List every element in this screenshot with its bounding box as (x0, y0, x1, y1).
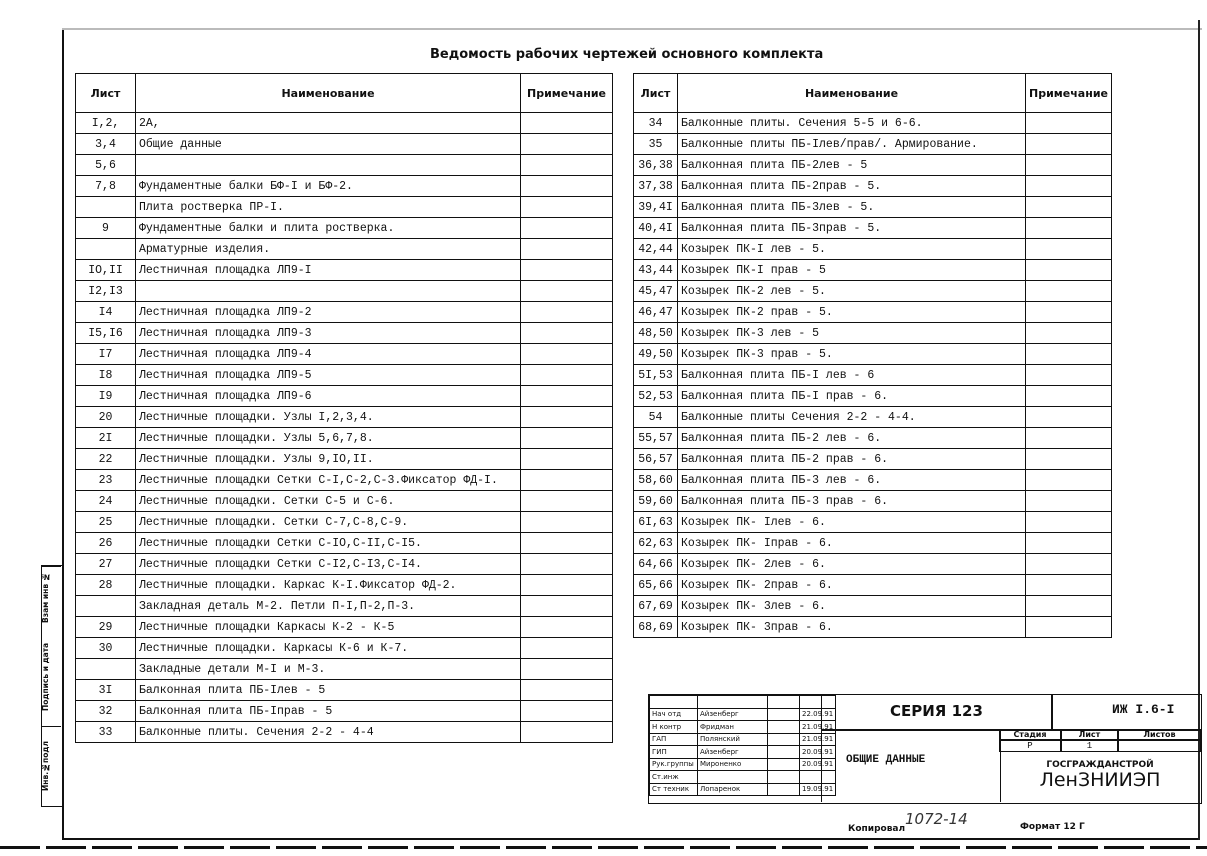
note-cell (521, 533, 613, 554)
drawing-name: Лестничная площадка ЛП9-3 (136, 323, 521, 344)
table-row (634, 533, 1112, 554)
drawing-name: Козырек ПК- Iлев - 6. (678, 512, 1026, 533)
sheet-number: 59,60 (634, 491, 678, 512)
signature-date: 20.09.91 (800, 746, 836, 759)
table-row (76, 512, 613, 533)
table-row (76, 638, 613, 659)
table-row (634, 302, 1112, 323)
side-stamp-inv: Инв.№подл (41, 741, 50, 791)
sheet-number: 26 (76, 533, 136, 554)
sheet-number: 62,63 (634, 533, 678, 554)
drawing-name: Балконная плита ПБ-2 лев - 6. (678, 428, 1026, 449)
note-cell (521, 239, 613, 260)
sheet-number: 6I,63 (634, 512, 678, 533)
drawing-name: Балконная плита ПБ-I прав - 6. (678, 386, 1026, 407)
table-row (76, 281, 613, 302)
drawing-name: Лестничная площадка ЛП9-2 (136, 302, 521, 323)
signature-role: Н контр (650, 721, 698, 734)
drawing-name: Лестничная площадка ЛП9-4 (136, 344, 521, 365)
note-cell (1026, 386, 1112, 407)
table-row (76, 680, 613, 701)
table-row (76, 701, 613, 722)
table-row (634, 323, 1112, 344)
sheet-number: I,2, (76, 113, 136, 134)
table-row (76, 722, 613, 743)
drawing-name: Фундаментные балки и плита ростверка. (136, 218, 521, 239)
signature-role: Нач отд (650, 708, 698, 721)
sheet-number: 9 (76, 218, 136, 239)
table-row (76, 575, 613, 596)
sheet-number: 54 (634, 407, 678, 428)
drawing-name: Балконные плиты. Сечения 5-5 и 6-6. (678, 113, 1026, 134)
note-cell (1026, 407, 1112, 428)
signature-date: 22.09.91 (800, 708, 836, 721)
sheets-header: Листов (1118, 729, 1201, 740)
signature-signature (768, 708, 800, 721)
sheet-number: 46,47 (634, 302, 678, 323)
signature-row (650, 721, 836, 734)
sheet-number: I7 (76, 344, 136, 365)
table-row (634, 134, 1112, 155)
sheet-number: 34 (634, 113, 678, 134)
note-cell (521, 344, 613, 365)
note-cell (1026, 176, 1112, 197)
drawing-name: Козырек ПК- 3прав - 6. (678, 617, 1026, 638)
drawing-name: Козырек ПК-3 прав - 5. (678, 344, 1026, 365)
drawing-name: Лестничная площадка ЛП9-I (136, 260, 521, 281)
table-row (634, 491, 1112, 512)
header-sheet: Лист (76, 74, 136, 113)
copied-label: Копировал (848, 824, 906, 834)
drawing-name: Лестничные площадки. Узлы I,2,3,4. (136, 407, 521, 428)
signature-row (650, 708, 836, 721)
note-cell (1026, 197, 1112, 218)
table-row (634, 449, 1112, 470)
note-cell (1026, 596, 1112, 617)
drawing-name: Лестничные площадки Сетки С-I,С-2,С-3.Фиксатор ФД-I. (136, 470, 521, 491)
sheet-number: 52,53 (634, 386, 678, 407)
table-row (634, 386, 1112, 407)
stage-cell (999, 729, 1201, 802)
drawing-name: Балконная плита ПБ-2прав - 5. (678, 176, 1026, 197)
note-cell (1026, 491, 1112, 512)
side-stamp (41, 565, 63, 807)
table-row (634, 260, 1112, 281)
header-name: Наименование (136, 74, 521, 113)
drawing-name: Козырек ПК-3 лев - 5 (678, 323, 1026, 344)
table-row (634, 239, 1112, 260)
organization-ministry: ГОСГРАЖДАНСТРОЙ (1046, 760, 1154, 770)
document-title: Ведомость рабочих чертежей основного комплекта (430, 47, 824, 62)
note-cell (521, 281, 613, 302)
drawing-name: Козырек ПК- 3лев - 6. (678, 596, 1026, 617)
sheet-number: 35 (634, 134, 678, 155)
note-cell (521, 302, 613, 323)
side-stamp-sign-date: Подпись и дата (41, 628, 61, 727)
drawing-name: Арматурные изделия. (136, 239, 521, 260)
table-row (76, 134, 613, 155)
table-row (76, 113, 613, 134)
signature-name: Мироненко (698, 758, 768, 771)
sheet-number: 48,50 (634, 323, 678, 344)
drawing-name: Лестничные площадки. Узлы 5,6,7,8. (136, 428, 521, 449)
sheet-number: 5I,53 (634, 365, 678, 386)
sheet-number: 42,44 (634, 239, 678, 260)
drawing-name: Козырек ПК- 2прав - 6. (678, 575, 1026, 596)
sheet-title-cell (821, 729, 1001, 802)
sheet-number: 37,38 (634, 176, 678, 197)
table-row (76, 344, 613, 365)
table-row (634, 197, 1112, 218)
drawing-name (136, 155, 521, 176)
drawing-name: Лестничная площадка ЛП9-6 (136, 386, 521, 407)
organization-institute: ЛенЗНИИЭП (1039, 769, 1161, 791)
sheet-number: 67,69 (634, 596, 678, 617)
sheet-number: 40,4I (634, 218, 678, 239)
signature-row (650, 746, 836, 759)
sheet-number: 65,66 (634, 575, 678, 596)
note-cell (521, 617, 613, 638)
signature-name: Айзенберг (698, 708, 768, 721)
note-cell (1026, 134, 1112, 155)
note-cell (521, 134, 613, 155)
table-row (76, 407, 613, 428)
note-cell (521, 218, 613, 239)
table-row (634, 596, 1112, 617)
table-row (76, 386, 613, 407)
drawing-name: Фундаментные балки БФ-I и БФ-2. (136, 176, 521, 197)
note-cell (521, 449, 613, 470)
sheets-value (1118, 740, 1201, 752)
header-note: Примечание (521, 74, 613, 113)
signature-signature (768, 746, 800, 759)
sheet-number (76, 239, 136, 260)
side-stamp-replace: Взам инв № (41, 566, 61, 629)
sheet-number: I2,I3 (76, 281, 136, 302)
table-row (76, 176, 613, 197)
drawing-name: Лестничные площадки Каркасы К-2 - К-5 (136, 617, 521, 638)
series-label: СЕРИЯ 123 (890, 701, 983, 720)
sheet-number (76, 659, 136, 680)
bottom-edge (0, 846, 1207, 849)
table-row (76, 155, 613, 176)
note-cell (1026, 344, 1112, 365)
drawing-name: Лестничные площадки Сетки С-IO,С-II,С-I5. (136, 533, 521, 554)
sheet-number: 56,57 (634, 449, 678, 470)
table-row (634, 617, 1112, 638)
table-row (634, 218, 1112, 239)
table-row (634, 512, 1112, 533)
signature-signature (768, 721, 800, 734)
note-cell (521, 323, 613, 344)
signature-signature (768, 783, 800, 796)
drawing-name: Лестничные площадки. Сетки С-5 и С-6. (136, 491, 521, 512)
note-cell (521, 260, 613, 281)
table-row (76, 533, 613, 554)
note-cell (521, 491, 613, 512)
sheet-number: 30 (76, 638, 136, 659)
series-cell (821, 694, 1053, 731)
table-row (634, 176, 1112, 197)
sheet-number: I5,I6 (76, 323, 136, 344)
sheet-number: 2I (76, 428, 136, 449)
drawing-name: Балконные плиты Сечения 2-2 - 4-4. (678, 407, 1026, 428)
signature-row (650, 771, 836, 784)
signature-role: Ст техник (650, 783, 698, 796)
note-cell (1026, 554, 1112, 575)
sheet-header: Лист (1061, 729, 1118, 740)
sheet-number: 3I (76, 680, 136, 701)
signature-name (698, 696, 768, 709)
drawing-name: Балконная плита ПБ-Iлев - 5 (136, 680, 521, 701)
sheet-number: 22 (76, 449, 136, 470)
drawing-name: Балконная плита ПБ-3 лев - 6. (678, 470, 1026, 491)
document-code: ИЖ I.6-I (1112, 701, 1175, 717)
table-row (634, 155, 1112, 176)
note-cell (521, 575, 613, 596)
signature-signature (768, 758, 800, 771)
table-row (76, 302, 613, 323)
note-cell (1026, 218, 1112, 239)
sheet-number: 55,57 (634, 428, 678, 449)
table-row (76, 491, 613, 512)
sheet-number (76, 596, 136, 617)
note-cell (521, 197, 613, 218)
note-cell (521, 680, 613, 701)
table-row (76, 365, 613, 386)
sheet-number: 20 (76, 407, 136, 428)
note-cell (521, 554, 613, 575)
drawing-name: Лестничные площадки. Каркасы К-6 и К-7. (136, 638, 521, 659)
table-row (76, 323, 613, 344)
note-cell (1026, 617, 1112, 638)
sheet-number: 36,38 (634, 155, 678, 176)
note-cell (1026, 302, 1112, 323)
table-row (634, 428, 1112, 449)
drawing-name: Балконная плита ПБ-Iправ - 5 (136, 701, 521, 722)
signature-name: Лопаренок (698, 783, 768, 796)
note-cell (521, 428, 613, 449)
drawing-name: Лестничные площадки. Сетки С-7,С-8,С-9. (136, 512, 521, 533)
sheet-number: 25 (76, 512, 136, 533)
drawing-name: Козырек ПК-2 лев - 5. (678, 281, 1026, 302)
table-row (634, 281, 1112, 302)
signature-row (650, 696, 836, 709)
table-row (76, 596, 613, 617)
note-cell (1026, 512, 1112, 533)
sheet-number: 68,69 (634, 617, 678, 638)
drawing-name: Лестничная площадка ЛП9-5 (136, 365, 521, 386)
signature-role: ГАП (650, 733, 698, 746)
drawing-name: Закладные детали М-I и М-3. (136, 659, 521, 680)
sheet-number: 28 (76, 575, 136, 596)
note-cell (521, 176, 613, 197)
table-row (76, 554, 613, 575)
sheet-number: 39,4I (634, 197, 678, 218)
sheet-number: 33 (76, 722, 136, 743)
note-cell (1026, 113, 1112, 134)
note-cell (1026, 449, 1112, 470)
title-block (648, 694, 1202, 804)
signature-row (650, 733, 836, 746)
note-cell (1026, 365, 1112, 386)
table-row (76, 449, 613, 470)
note-cell (1026, 470, 1112, 491)
sheet-number: 5,6 (76, 155, 136, 176)
table-row (76, 428, 613, 449)
note-cell (521, 722, 613, 743)
drawing-name: Козырек ПК-2 прав - 5. (678, 302, 1026, 323)
sheet-number: 29 (76, 617, 136, 638)
note-cell (521, 659, 613, 680)
note-cell (521, 638, 613, 659)
table-row (634, 344, 1112, 365)
stage-value: Р (999, 740, 1061, 752)
sheet-number: 24 (76, 491, 136, 512)
drawing-name: 2А, (136, 113, 521, 134)
note-cell (1026, 239, 1112, 260)
sheet-number: IO,II (76, 260, 136, 281)
table-row (76, 260, 613, 281)
table-row (634, 554, 1112, 575)
note-cell (521, 155, 613, 176)
signature-signature (768, 771, 800, 784)
signature-name: Полянский (698, 733, 768, 746)
table-row (634, 365, 1112, 386)
sheet-number: 27 (76, 554, 136, 575)
signature-signature (768, 733, 800, 746)
signature-role (650, 696, 698, 709)
table-row (76, 659, 613, 680)
drawing-name: Козырек ПК- 2лев - 6. (678, 554, 1026, 575)
signature-signature (768, 696, 800, 709)
sheet-number: I4 (76, 302, 136, 323)
signature-role: Рук.группы (650, 758, 698, 771)
signature-name: Айзенберг (698, 746, 768, 759)
table-row (76, 197, 613, 218)
signature-name: Фридман (698, 721, 768, 734)
drawing-name: Балконная плита ПБ-I лев - 6 (678, 365, 1026, 386)
table-row (634, 113, 1112, 134)
sheet-number: 64,66 (634, 554, 678, 575)
drawing-name: Козырек ПК- Iправ - 6. (678, 533, 1026, 554)
sheet-number: 3,4 (76, 134, 136, 155)
note-cell (521, 407, 613, 428)
note-cell (521, 596, 613, 617)
table-row (634, 407, 1112, 428)
drawing-name: Закладная деталь М-2. Петли П-I,П-2,П-3. (136, 596, 521, 617)
sheet-number: 32 (76, 701, 136, 722)
header-note: Примечание (1026, 74, 1112, 113)
note-cell (1026, 323, 1112, 344)
sheet-number: I9 (76, 386, 136, 407)
drawing-name: Лестничные площадки Сетки С-I2,С-I3,С-I4. (136, 554, 521, 575)
sheet-number: 49,50 (634, 344, 678, 365)
sheet-number: 7,8 (76, 176, 136, 197)
signatures-table (649, 695, 836, 796)
drawings-table-right (633, 73, 1112, 638)
sheet-number: 45,47 (634, 281, 678, 302)
note-cell (1026, 575, 1112, 596)
note-cell (1026, 533, 1112, 554)
signature-date: 21.09.91 (800, 733, 836, 746)
format-label: Формат 12 Г (1020, 822, 1085, 832)
drawing-name: Балконная плита ПБ-3лев - 5. (678, 197, 1026, 218)
note-cell (521, 365, 613, 386)
table-row (634, 470, 1112, 491)
drawing-name (136, 281, 521, 302)
note-cell (1026, 428, 1112, 449)
drawing-name: Общие данные (136, 134, 521, 155)
table-row (76, 470, 613, 491)
signature-row (650, 758, 836, 771)
sheet-value: 1 (1061, 740, 1118, 752)
drawing-name: Балконные плиты. Сечения 2-2 - 4-4 (136, 722, 521, 743)
signature-role: ГИП (650, 746, 698, 759)
note-cell (1026, 260, 1112, 281)
header-name: Наименование (678, 74, 1026, 113)
signature-name (698, 771, 768, 784)
signature-row (650, 783, 836, 796)
note-cell (1026, 155, 1112, 176)
note-cell (521, 512, 613, 533)
sheet-number: 58,60 (634, 470, 678, 491)
note-cell (521, 386, 613, 407)
sheet-title: ОБЩИЕ ДАННЫЕ (846, 754, 926, 766)
drawing-name: Козырек ПК-I лев - 5. (678, 239, 1026, 260)
drawing-name: Лестничные площадки. Узлы 9,IO,II. (136, 449, 521, 470)
drawing-name: Балконная плита ПБ-2лев - 5 (678, 155, 1026, 176)
signature-role: Ст.инж (650, 771, 698, 784)
sheet-number: 23 (76, 470, 136, 491)
signature-date: 20.09.91 (800, 758, 836, 771)
table-row (76, 239, 613, 260)
archive-number: 1072-14 (905, 810, 968, 828)
signature-date: 19.09.91 (800, 783, 836, 796)
note-cell (521, 113, 613, 134)
drawings-table-left (75, 73, 613, 743)
stage-header: Стадия (999, 729, 1061, 740)
note-cell (521, 701, 613, 722)
note-cell (521, 470, 613, 491)
table-row (634, 575, 1112, 596)
drawing-name: Балконная плита ПБ-2 прав - 6. (678, 449, 1026, 470)
drawing-name: Балконная плита ПБ-3прав - 5. (678, 218, 1026, 239)
table-row (76, 617, 613, 638)
drawing-name: Козырек ПК-I прав - 5 (678, 260, 1026, 281)
sheet-number (76, 197, 136, 218)
drawing-name: Лестничные площадки. Каркас К-I.Фиксатор ФД-2. (136, 575, 521, 596)
drawing-name: Балконные плиты ПБ-Iлев/прав/. Армирование. (678, 134, 1026, 155)
header-sheet: Лист (634, 74, 678, 113)
code-cell (1051, 694, 1201, 731)
signature-date: 21.09.91 (800, 721, 836, 734)
note-cell (1026, 281, 1112, 302)
table-row (76, 218, 613, 239)
sheet-number: I8 (76, 365, 136, 386)
drawing-name: Плита ростверка ПР-I. (136, 197, 521, 218)
drawing-name: Балконная плита ПБ-3 прав - 6. (678, 491, 1026, 512)
sheet-number: 43,44 (634, 260, 678, 281)
